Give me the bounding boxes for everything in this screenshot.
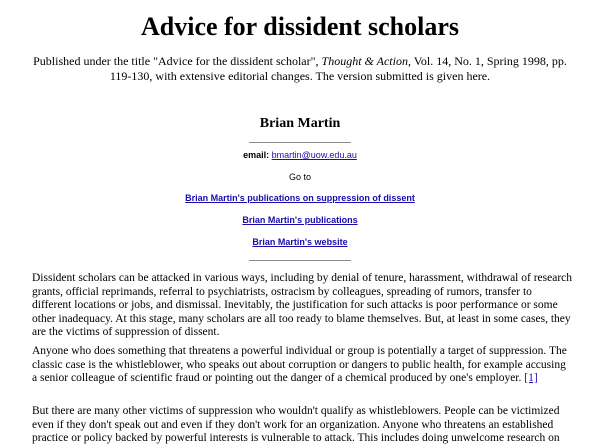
- nav-link-row-suppression: [0, 192, 600, 204]
- divider-top: [249, 142, 351, 143]
- journal-name: Thought & Action: [321, 54, 408, 68]
- goto-label: Go to: [288, 172, 311, 182]
- body-paragraph-1: Dissident scholars can be attacked in various ways, including by denial of tenure, harassment, withdrawal of research grants, official reprimands, referral to psychiatrists, ostracism by colleagues, spreading of rumors, transfer to different locations or jobs, and dismissal. Inevitably, the justification for such attacks is poor performance or some other inadequacy. At this stage, many scholars are all too ready to blame themselves. But, at least in some cases, they are the victims of suppression of dissent.: [32, 272, 573, 338]
- publications-link[interactable]: Brian Martin's publications: [242, 215, 358, 225]
- publication-note-details: , Vol. 14, No. 1, Spring 1998, pp. 119-130, with extensive editorial changes. The version submitted is given here.: [109, 54, 567, 83]
- suppression-publications-link[interactable]: Brian Martin's publications on suppression of dissent: [185, 193, 415, 203]
- website-link[interactable]: Brian Martin's website: [252, 237, 348, 247]
- nav-link-row-website: [0, 236, 600, 248]
- body-paragraph-2: [32, 345, 572, 386]
- email-link[interactable]: bmartin@uow.edu.au: [271, 150, 357, 160]
- body-paragraph-3: But there are many other victims of suppression who wouldn't qualify as whistleblowers. People can be victimized even if they don't speak out and even if they don't work for an organization. Anyone who threatens an established practice or policy backed by powerful interests is vulnerable to attack. This includes doing unwelcome research on: [32, 405, 560, 444]
- nav-link-row-publications: [0, 214, 600, 226]
- publication-note: [30, 54, 570, 84]
- email-label: email:: [243, 150, 270, 160]
- body-paragraph-2-text: Anyone who does something that threatens a powerful individual or group is potentially a target of suppression. The classic case is the whistleblower, who speaks out about corruption or dangers to public health, for example accusing a senior colleague of scientific fraud or pointing out the danger of a chemical produced by one's employer.: [32, 345, 567, 384]
- divider-bottom: [249, 260, 351, 261]
- footnote-link[interactable]: [1]: [524, 372, 538, 384]
- email-line: [0, 149, 600, 161]
- publication-note-text: Published under the title "Advice for the dissident scholar",: [33, 54, 322, 68]
- page-title: Advice for dissident scholars: [140, 12, 460, 41]
- author-name: Brian Martin: [259, 116, 341, 131]
